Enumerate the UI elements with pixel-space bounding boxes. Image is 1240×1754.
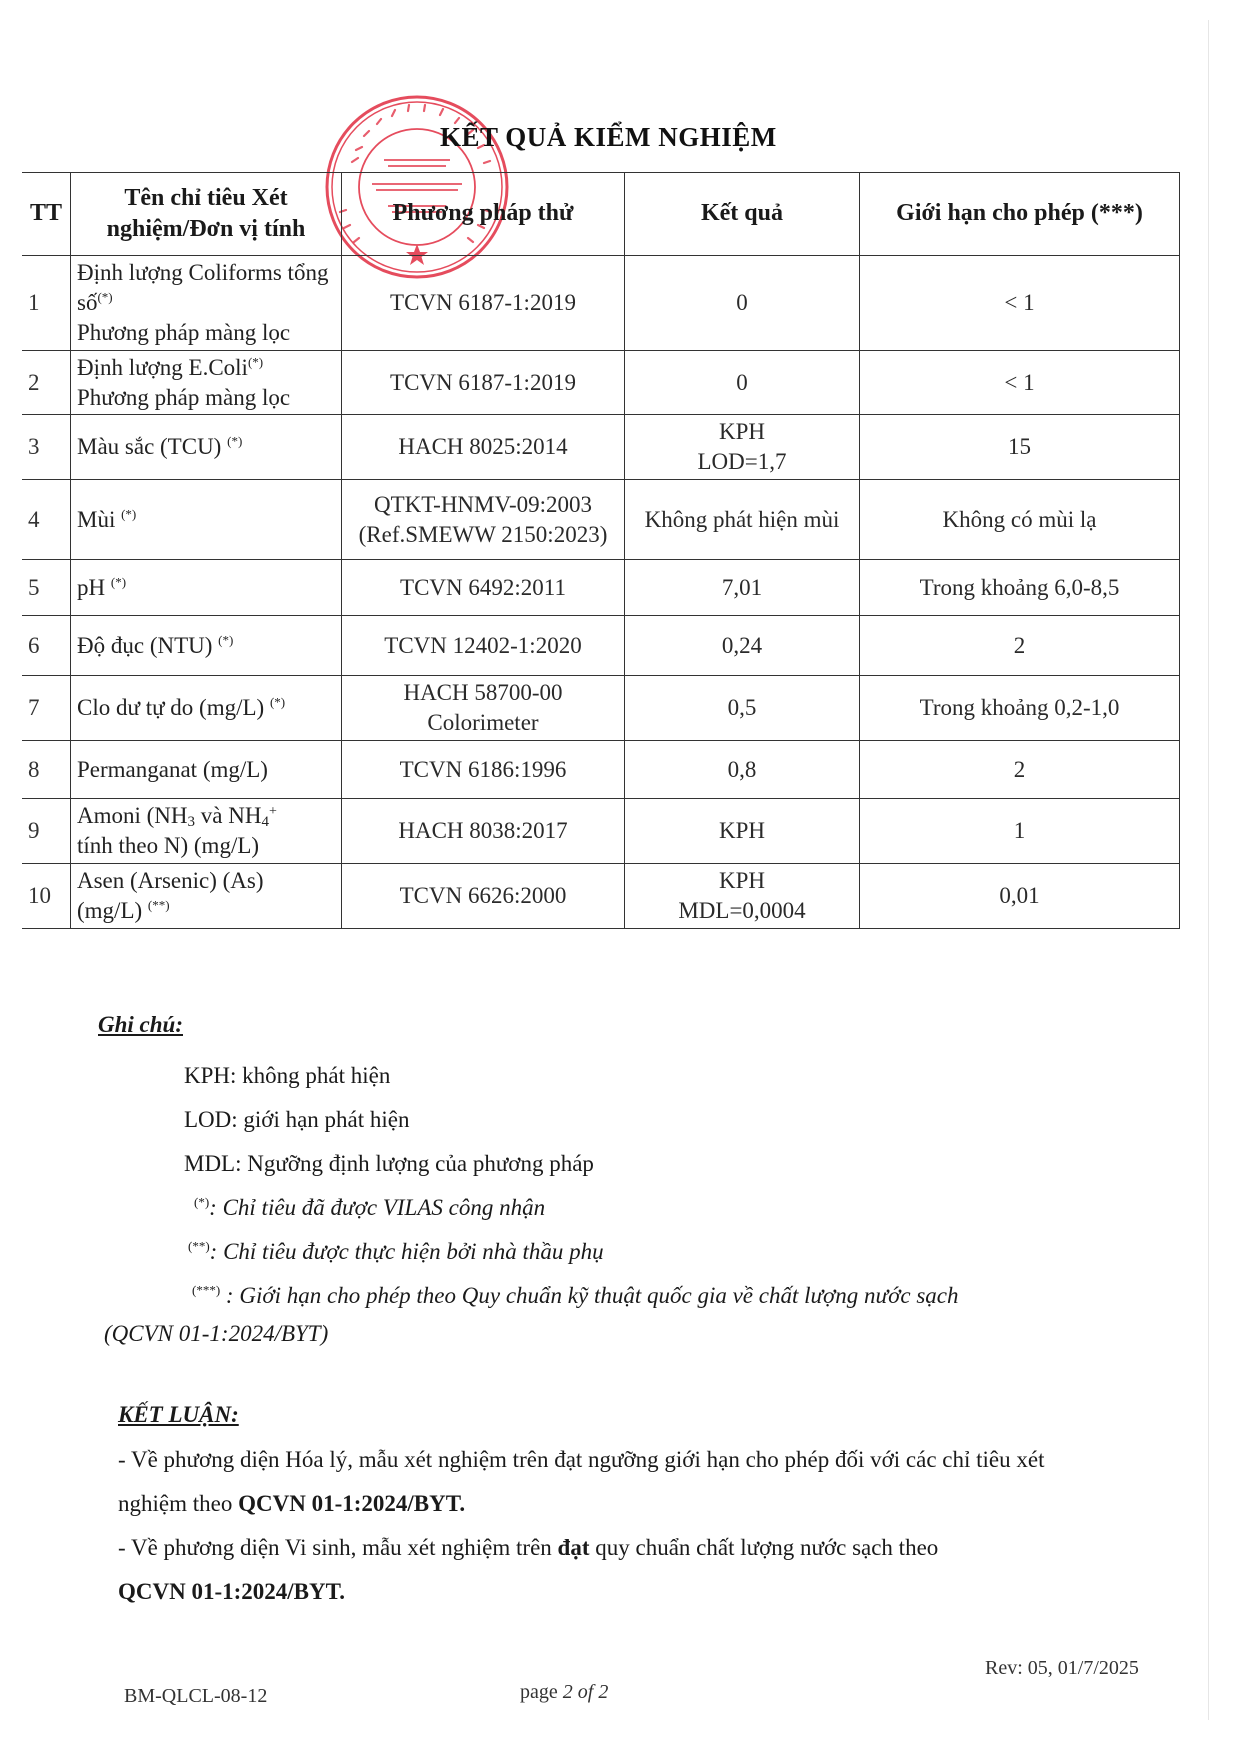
note-star1-text: : Chỉ tiêu đã được VILAS công nhận (209, 1195, 546, 1220)
row-method (342, 676, 625, 741)
row-result-extra: MDL=0,0004 (678, 897, 806, 923)
row-name-text: Màu sắc (TCU) (77, 434, 222, 460)
row-stt: 8 (22, 741, 71, 799)
row-stt: 3 (22, 415, 71, 480)
header-result: Kết quả (625, 173, 860, 256)
row-limit: Không có mùi lạ (860, 480, 1180, 560)
row-method: TCVN 6186:1996 (342, 741, 625, 799)
row-result: KPH (625, 799, 860, 864)
row-name (71, 256, 342, 351)
row-name-mark: (*) (110, 574, 127, 590)
conclusion-chemical-standard: QCVN 01-1:2024/BYT. (238, 1491, 466, 1516)
row-name-mark: (*) (269, 694, 286, 710)
row-name (71, 676, 342, 741)
footer-page-label: 2 of 2 (562, 1681, 609, 1703)
table-row (22, 256, 1180, 351)
row-method: HACH 8038:2017 (342, 799, 625, 864)
note-lod: LOD: giới hạn phát hiện (184, 1107, 410, 1132)
header-name-line1: Tên chỉ tiêu Xét (124, 184, 288, 211)
row-stt: 10 (22, 863, 71, 928)
row-limit: < 1 (860, 350, 1180, 415)
conclusion-micro (118, 1526, 1118, 1570)
table-row (22, 676, 1180, 741)
row-method: TCVN 6492:2011 (342, 560, 625, 616)
row-method-text: HACH 58700-00 (403, 680, 563, 706)
note-star3 (192, 1274, 1168, 1318)
row-name-mark: (*) (121, 506, 137, 522)
row-name-mark: (*) (218, 632, 234, 648)
row-name-text: Định lượng Coliforms tổng số (77, 260, 329, 315)
row-limit: Trong khoảng 6,0-8,5 (860, 560, 1180, 616)
footer-form-code: BM-QLCL-08-12 (124, 1685, 268, 1707)
row-method: TCVN 6187-1:2019 (342, 256, 625, 351)
row-limit: 15 (860, 415, 1180, 480)
row-name-text: Mùi (77, 506, 116, 532)
row-name (71, 863, 342, 928)
table-row (22, 799, 1180, 864)
row-limit: 1 (860, 799, 1180, 864)
footer-page-number (520, 1681, 608, 1704)
row-limit: Trong khoảng 0,2-1,0 (860, 676, 1180, 741)
notes-heading: Ghi chú: (98, 1012, 183, 1037)
row-name-text: Clo dư tự do (mg/L) (77, 695, 265, 721)
row-stt: 6 (22, 616, 71, 676)
row-limit: 0,01 (860, 863, 1180, 928)
header-stt: TT (22, 173, 71, 256)
row-result-text: KPH (718, 867, 765, 893)
row-name (71, 350, 342, 415)
row-name-extra: (mg/L) (77, 897, 143, 923)
conclusion-chemical (118, 1438, 1118, 1526)
row-result: Không phát hiện mùi (625, 480, 860, 560)
table-row (22, 863, 1180, 928)
row-name-extra: tính theo N) (mg/L) (77, 832, 260, 858)
table-row (22, 616, 1180, 676)
table-row (22, 415, 1180, 480)
row-method: TCVN 6187-1:2019 (342, 350, 625, 415)
footer-page-prefix: page (520, 1681, 558, 1703)
row-name-mark: (*) (97, 289, 113, 305)
row-name-extra: Phương pháp màng lọc (77, 384, 291, 410)
row-name-mark: (*) (227, 433, 243, 449)
row-method-extra: Colorimeter (427, 710, 539, 736)
row-result (625, 415, 860, 480)
row-result: 0,24 (625, 616, 860, 676)
note-star2-text: : Chỉ tiêu được thực hiện bởi nhà thầu phụ (209, 1239, 604, 1264)
row-stt: 1 (22, 256, 71, 351)
row-name-sub1: 3 (187, 814, 196, 831)
row-stt: 2 (22, 350, 71, 415)
row-name-part1: Amoni (NH (77, 803, 188, 829)
conclusion-section (118, 1400, 1118, 1614)
row-stt: 9 (22, 799, 71, 864)
note-star3-mark: (***) (192, 1282, 221, 1298)
row-limit: 2 (860, 616, 1180, 676)
row-result-text: KPH (718, 419, 765, 445)
row-name-text: Độ đục (NTU) (77, 632, 213, 658)
conclusion-micro-text-b: quy chuẩn chất lượng nước sạch theo (589, 1535, 939, 1560)
note-star2 (188, 1230, 1168, 1274)
row-result (625, 863, 860, 928)
row-name (71, 415, 342, 480)
note-star1 (194, 1186, 1168, 1230)
row-name: Permanganat (mg/L) (71, 741, 342, 799)
row-result-extra: LOD=1,7 (697, 449, 787, 475)
note-star2-mark: (**) (188, 1238, 210, 1254)
conclusion-micro-pass: đạt (557, 1535, 590, 1560)
row-limit: < 1 (860, 256, 1180, 351)
row-result: 7,01 (625, 560, 860, 616)
row-method-extra: (Ref.SMEWW 2150:2023) (358, 521, 608, 547)
results-table (22, 172, 1180, 929)
row-name (71, 616, 342, 676)
row-name-text: Định lượng E.Coli (77, 354, 248, 380)
row-stt: 7 (22, 676, 71, 741)
row-limit: 2 (860, 741, 1180, 799)
row-name (71, 480, 342, 560)
document-title: KẾT QUẢ KIỂM NGHIỆM (440, 122, 777, 152)
row-method: TCVN 6626:2000 (342, 863, 625, 928)
row-method: HACH 8025:2014 (342, 415, 625, 480)
note-star3-ref: (QCVN 01-1:2024/BYT) (104, 1321, 329, 1346)
row-result: 0,8 (625, 741, 860, 799)
row-name-part2: và NH (195, 803, 262, 829)
row-method-text: QTKT-HNMV-09:2003 (373, 491, 593, 517)
table-row (22, 480, 1180, 560)
row-name-sub2: 4 (261, 814, 269, 831)
row-name-sup: + (268, 804, 277, 820)
conclusion-heading: KẾT LUẬN: (118, 1402, 239, 1427)
row-name-mark: (**) (147, 897, 170, 913)
row-stt: 5 (22, 560, 71, 616)
note-star3-text: : Giới hạn cho phép theo Quy chuẩn kỹ thuật quốc gia về chất lượng nước sạch (220, 1283, 959, 1308)
table-row (22, 741, 1180, 799)
conclusion-micro-standard: QCVN 01-1:2024/BYT. (118, 1579, 346, 1604)
row-name-text: pH (77, 574, 106, 600)
table-row (22, 350, 1180, 415)
page-footer (0, 1657, 1240, 1725)
row-method (342, 480, 625, 560)
row-result: 0 (625, 256, 860, 351)
note-kph: KPH: không phát hiện (184, 1063, 391, 1088)
header-method: Phương pháp thử (342, 173, 625, 256)
row-name-mark: (*) (247, 354, 264, 370)
table-header-row (22, 173, 1180, 256)
notes-section (98, 1010, 1168, 1350)
scan-edge-line (1208, 20, 1209, 1720)
conclusion-chemical-text: - Về phương diện Hóa lý, mẫu xét nghiệm trên đạt ngưỡng giới hạn cho phép đối với các chỉ tiêu xét nghiệm theo (118, 1447, 1045, 1516)
conclusion-micro-text-a: - Về phương diện Vi sinh, mẫu xét nghiệm trên (118, 1535, 558, 1560)
row-name-extra: Phương pháp màng lọc (77, 319, 291, 345)
header-name-line2: nghiệm/Đơn vị tính (106, 216, 306, 242)
note-star1-mark: (*) (194, 1194, 210, 1210)
header-limit: Giới hạn cho phép (***) (860, 173, 1180, 256)
header-name (71, 173, 342, 256)
row-result: 0,5 (625, 676, 860, 741)
conclusion-micro-standard-line (118, 1570, 1118, 1614)
row-method: TCVN 12402-1:2020 (342, 616, 625, 676)
table-row (22, 560, 1180, 616)
footer-revision: Rev: 05, 01/7/2025 (985, 1657, 1139, 1679)
row-result: 0 (625, 350, 860, 415)
row-name (71, 799, 342, 864)
row-stt: 4 (22, 480, 71, 560)
row-name (71, 560, 342, 616)
note-mdl: MDL: Ngưỡng định lượng của phương pháp (184, 1151, 594, 1176)
row-name-text: Asen (Arsenic) (As) (77, 867, 264, 893)
